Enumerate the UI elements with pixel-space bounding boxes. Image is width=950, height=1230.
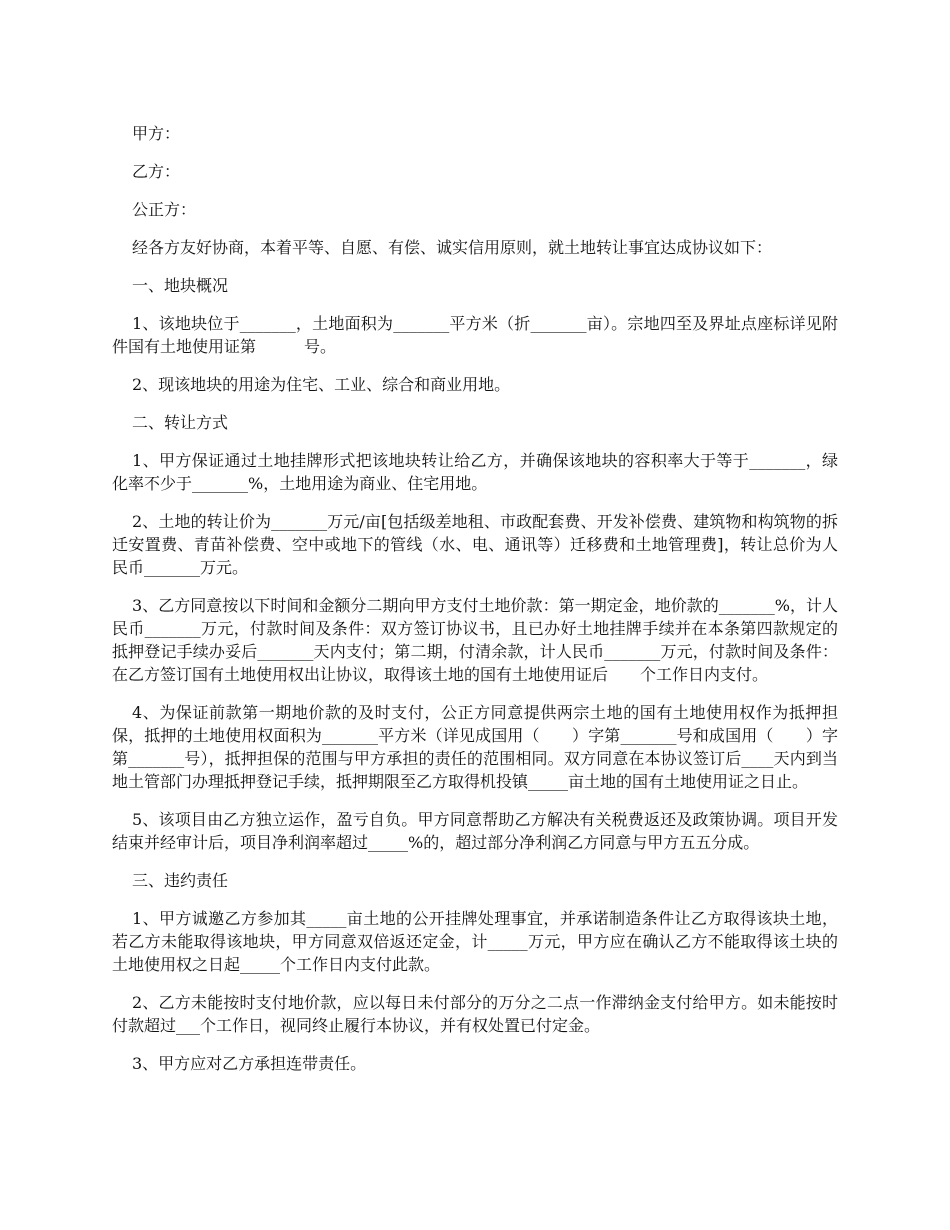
section-heading-transfer-method: 二、转让方式 (132, 413, 229, 432)
preamble-paragraph: 经各方友好协商，本着平等、自愿、有偿、诚实信用原则，就土地转让事宜达成协议如下： (132, 238, 773, 257)
clause-2-4: 4、为保证前款第一期地价款的及时支付，公正方同意提供两宗土地的国有土地使用权作为抵押担保，抵押的土地使用权面积为_______平方米（详见成国用（ ）字第_______号和成国用（ ）字第_______号），抵押担保的范围与甲方承担的责任的范围相同。双方同意在本协议签订后____天内到当地土管部门办理抵押登记手续，抵押期限至乙方取得机投镇_____亩土地的国有土地使用证之日止。 (112, 703, 838, 791)
clause-2-2: 2、土地的转让价为_______万元/亩[包括级差地租、市政配套费、开发补偿费、建筑物和构筑物的拆迁安置费、青苗补偿费、空中或地下的管线（水、电、通讯等）迁移费和土地管理费]，转让总价为人民币_______万元。 (112, 512, 838, 577)
notary-party-line: 公正方： (132, 200, 197, 219)
section-heading-breach-liability: 三、违约责任 (132, 871, 229, 890)
party-b-line: 乙方： (132, 162, 181, 181)
clause-2-1: 1、甲方保证通过土地挂牌形式把该地块转让给乙方，并确保该地块的容积率大于等于_______，绿化率不少于_______%，土地用途为商业、住宅用地。 (112, 451, 838, 493)
clause-2-5: 5、该项目由乙方独立运作，盈亏自负。甲方同意帮助乙方解决有关税费返还及政策协调。项目开发结束并经审计后，项目净利润率超过_____%的，超过部分净利润乙方同意与甲方五五分成。 (112, 810, 838, 852)
clause-3-2: 2、乙方未能按时支付地价款，应以每日未付部分的万分之二点一作滞纳金支付给甲方。如未能按时付款超过___个工作日，视同终止履行本协议，并有权处置已付定金。 (112, 993, 838, 1035)
party-a-line: 甲方： (132, 124, 181, 143)
clause-3-1: 1、甲方诚邀乙方参加其_____亩土地的公开挂牌处理事宜，并承诺制造条件让乙方取得该块土地，若乙方未能取得该地块，甲方同意双倍返还定金，计_____万元，甲方应在确认乙方不能取得该土块的土地使用权之日起_____个工作日内支付此款。 (112, 909, 838, 974)
clause-1-1: 1、该地块位于_______，土地面积为_______平方米（折_______亩）。宗地四至及界址点座标详见附件国有土地使用证第 号。 (112, 314, 838, 356)
clause-3-3: 3、甲方应对乙方承担连带责任。 (132, 1054, 367, 1073)
section-heading-land-overview: 一、地块概况 (132, 276, 229, 295)
clause-2-3: 3、乙方同意按以下时间和金额分二期向甲方支付土地价款：第一期定金，地价款的_______%，计人民币_______万元，付款时间及条件：双方签订协议书，且已办好土地挂牌手续并在本条第四款规定的抵押登记手续办妥后_______天内支付；第二期，付清余款，计人民币_______万元，付款时间及条件：在乙方签订国有土地使用权出让协议，取得该土地的国有土地使用证后 个工作日内支付。 (112, 596, 838, 684)
clause-1-2: 2、现该地块的用途为住宅、工业、综合和商业用地。 (132, 375, 511, 394)
